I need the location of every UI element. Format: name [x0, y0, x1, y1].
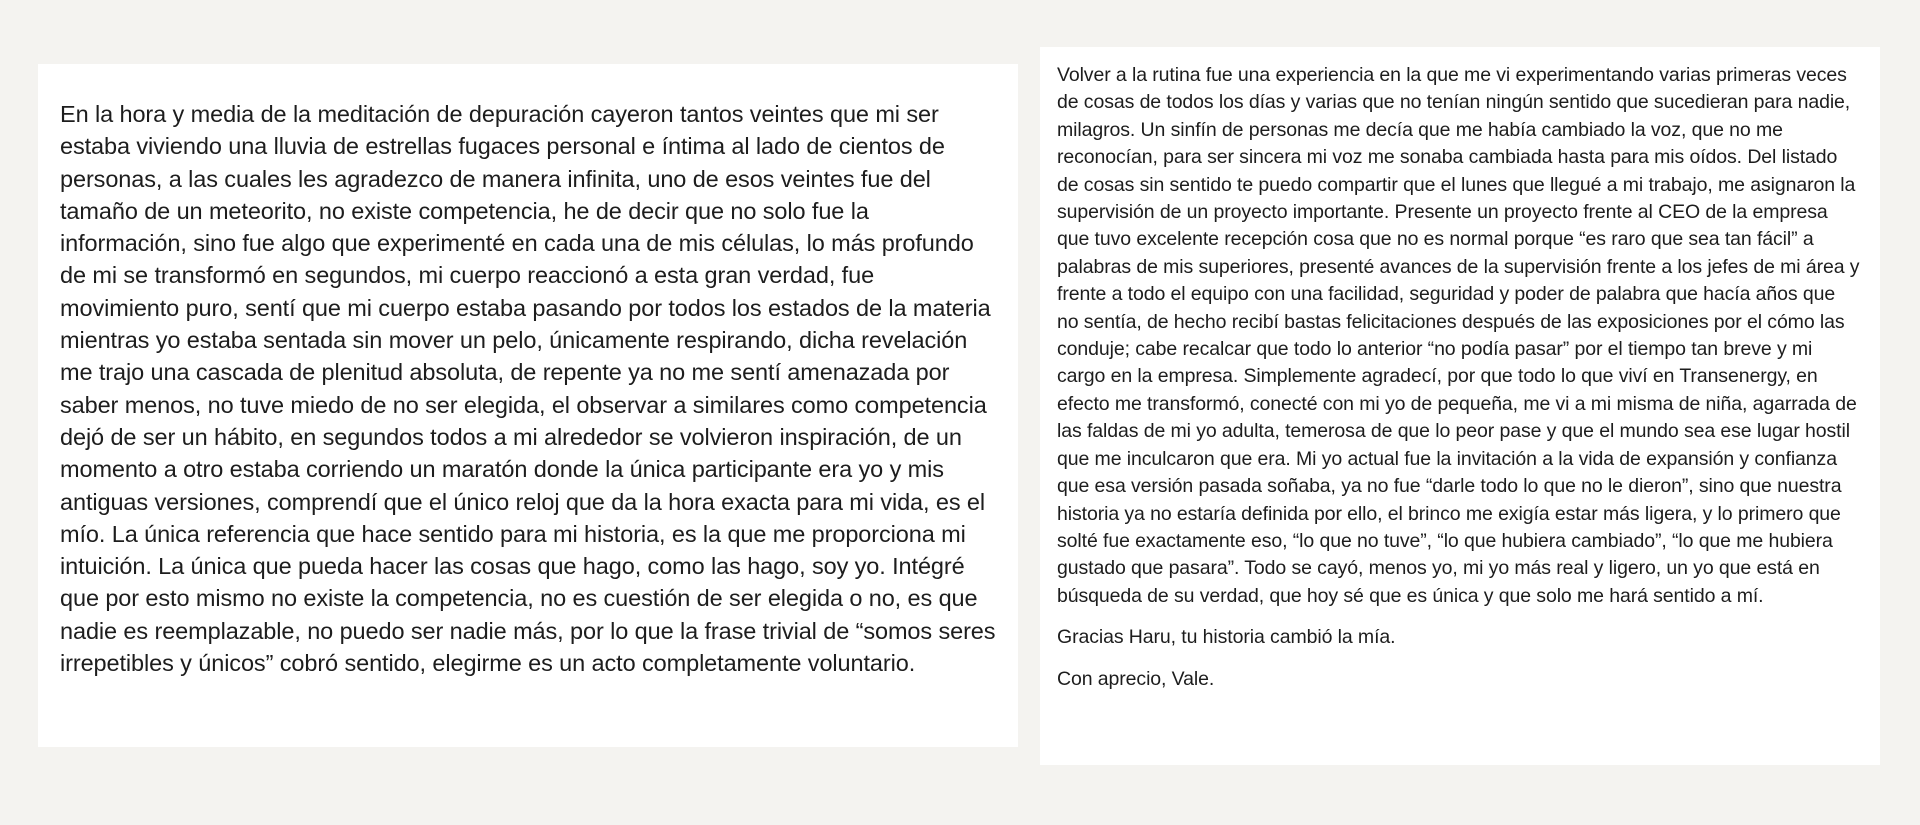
testimonial-card-left: [38, 64, 1018, 747]
testimonial-signature: Con aprecio, Vale.: [1057, 667, 1215, 690]
testimonial-card-right: [1040, 47, 1880, 765]
testimonial-thanks: Gracias Haru, tu historia cambió la mía.: [1057, 626, 1396, 649]
testimonial-paragraph: En la hora y media de la meditación de depuración cayeron tantos veintes que mi ser estaba viviendo una lluvia de estrellas fugaces personal e íntima al lado de cientos de personas, a las cuales les agradezco de manera infinita, uno de esos veintes fue del tamaño de un meteorito, no existe competencia, he de decir que no solo fue la información, sino fue algo que experimenté en cada una de mis células, lo más profundo de mi se transformó en segundos, mi cuerpo reaccionó a esta gran verdad, fue movimiento puro, sentí que mi cuerpo estaba pasando por todos los estados de la materia mientras yo estaba sentada sin mover un pelo, únicamente respirando, dicha revelación me trajo una cascada de plenitud absoluta, de repente ya no me sentí amenazada por saber menos, no tuve miedo de no ser elegida, el observar a similares como competencia dejó de ser un hábito, en segundos todos a mi alrededor se volvieron inspiración, de un momento a otro estaba corriendo un maratón donde la única participante era yo y mis antiguas versiones, comprendí que el único reloj que da la hora exacta para mi vida, es el mío. La única referencia que hace sentido para mi historia, es la que me proporciona mi intuición. La única que pueda hacer las cosas que hago, como las hago, soy yo. Intégré que por esto mismo no existe la competencia, no es cuestión de ser elegida o no, es que nadie es reemplazable, no puedo ser nadie más, por lo que la frase trivial de “somos seres irrepetibles y únicos” cobró sentido, elegirme es un acto completamente voluntario.: [60, 101, 996, 677]
testimonial-paragraph-main: Volver a la rutina fue una experiencia en la que me vi experimentando varias primeras veces de cosas de todos los días y varias que no tenían ningún sentido que sucedieran para nadie, milagros. Un sinfín de personas me decía que me había cambiado la voz, que no me reconocían, para ser sincera mi voz me sonaba cambiada hasta para mis oídos. Del listado de cosas sin sentido te puedo compartir que el lunes que llegué a mi trabajo, me asignaron la supervisión de un proyecto importante. Presente un proyecto frente al CEO de la empresa que tuvo excelente recepción cosa que no es normal porque “es raro que sea tan fácil” a palabras de mis superiores, presenté avances de la supervisión frente a los jefes de mi área y frente a todo el equipo con una facilidad, seguridad y poder de palabra que hacía años que no sentía, de hecho recibí bastas felicitaciones después de las exposiciones por el cómo las conduje; cabe recalcar que todo lo anterior “no podía pasar” por el tiempo tan breve y mi cargo en la empresa. Simplemente agradecí, por que todo lo que viví en Transenergy, en efecto me transformó, conecté con mi yo de pequeña, me vi a mi misma de niña, agarrada de las faldas de mi yo adulta, temerosa de que lo peor pase y que el mundo sea ese lugar hostil que me inculcaron que era. Mi yo actual fue la invitación a la vida de expansión y confianza que esa versión pasada soñaba, ya no fue “darle todo lo que no le dieron”, sino que nuestra historia ya no estaría definida por ello, el brinco me exigía estar más ligera, y lo primero que solté fue exactamente eso, “lo que no tuve”, “lo que hubiera cambiado”, “lo que me hubiera gustado que pasara”. Todo se cayó, menos yo, mi yo más real y ligero, un yo que está en búsqueda de su verdad, que hoy sé que es única y que solo me hará sentido a mí.: [1057, 64, 1860, 607]
